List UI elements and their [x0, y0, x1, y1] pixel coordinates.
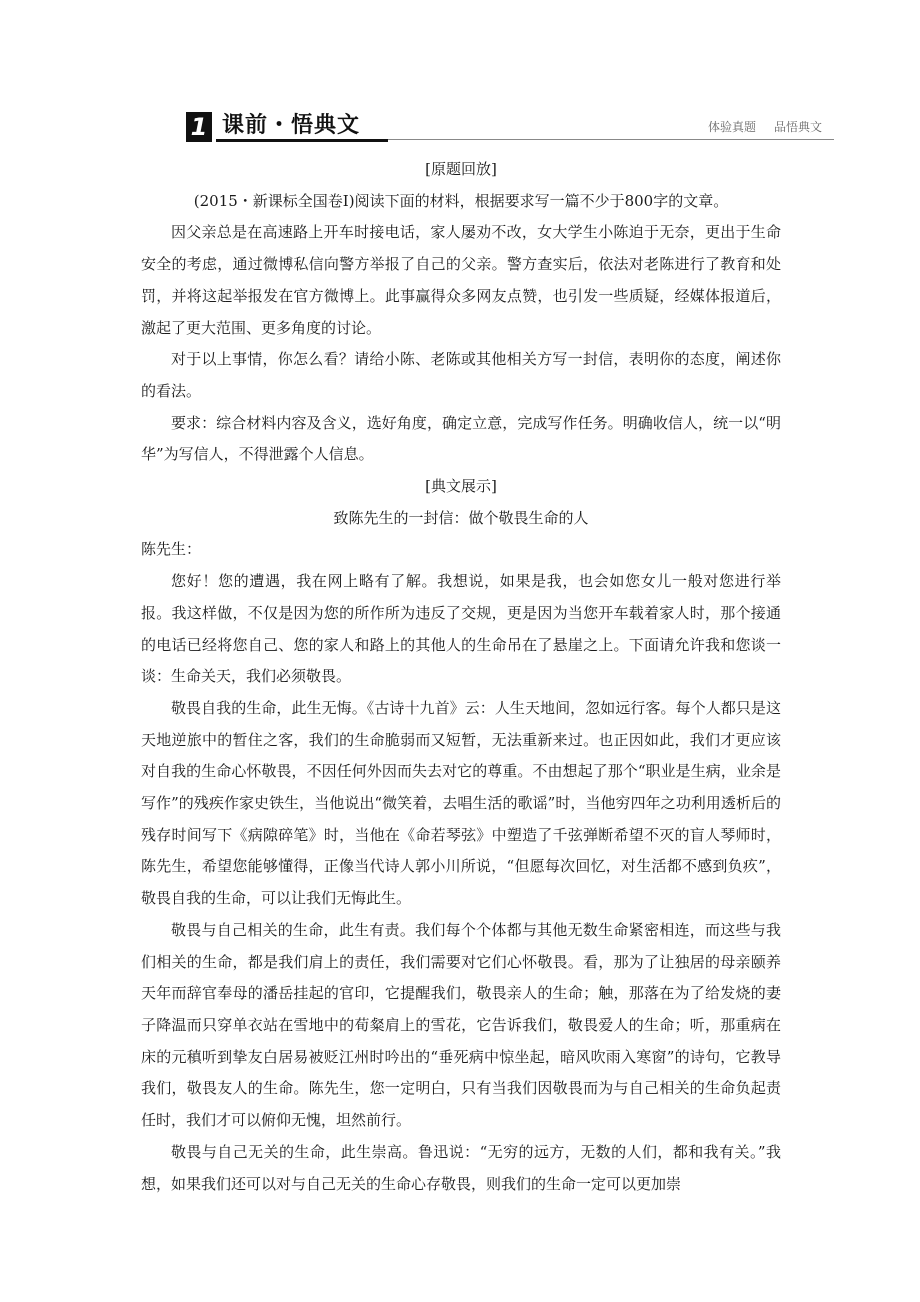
essay-heading: [典文展示] — [425, 477, 497, 496]
essay-paragraph: 敬畏与自己无关的生命，此生崇高。鲁迅说：“无穷的远方，无数的人们，都和我有关。”我想，如果我们还可以对与自己无关的生命心存敬畏，则我们的生命一定可以更加崇 — [141, 1142, 781, 1193]
original-requirement: 要求：综合材料内容及含义，选好角度，确定立意，完成写作任务。明确收信人，统一以“明华”为写信人，不得泄露个人信息。 — [141, 413, 781, 464]
original-intro: (2015・新课标全国卷Ⅰ)阅读下面的材料，根据要求写一篇不少于800字的文章。 — [193, 191, 729, 210]
header-right-labels — [708, 118, 822, 135]
original-heading: [原题回放] — [425, 160, 497, 178]
document-body — [141, 154, 781, 1200]
essay-paragraph: 敬畏自我的生命，此生无悔。《古诗十九首》云：人生天地间，忽如远行客。每个人都只是这天地逆旅中的暂住之客，我们的生命脆弱而又短暂，无法重新来过。也正因如此，我们才更应该对自我的生命心怀敬畏，不因任何外因而失去对它的尊重。不由想起了那个“职业是生病，业余是写作”的残疾作家史铁生，当他说出“微笑着，去唱生活的歌谣”时，当他穷四年之功利用透析后的残存时间写下《病隙碎笔》时，当他在《命若琴弦》中塑造了千弦弹断希望不灭的盲人琴师时，陈先生，希望您能够懂得，正像当代诗人郭小川所说，“但愿每次回忆，对生活都不感到负疚”，敬畏自我的生命，可以让我们无悔此生。 — [141, 698, 781, 908]
section-header — [186, 112, 834, 144]
section-title: 课前・悟典文 — [222, 113, 361, 138]
header-label-experience: 体验真题 — [707, 120, 756, 134]
original-material: 因父亲总是在高速路上开车时接电话，家人屡劝不改，女大学生小陈迫于无奈，更出于生命安全的考虑，通过微博私信向警方举报了自己的父亲。警方查实后，依法对老陈进行了教育和处罚，并将这起举报发在官方微博上。此事赢得众多网友点赞，也引发一些质疑，经媒体报道后，激起了更大范围、更多角度的讨论。 — [141, 223, 781, 337]
title-underline — [216, 139, 388, 142]
essay-paragraph: 敬畏与自己相关的生命，此生有责。我们每个个体都与其他无数生命紧密相连，而这些与我们相关的生命，都是我们肩上的责任，我们需要对它们心怀敬畏。看，那为了让独居的母亲颐养天年而辞官奉母的潘岳挂起的官印，它提醒我们，敬畏亲人的生命；触，那落在为了给发烧的妻子降温而只穿单衣站在雪地中的荀粲肩上的雪花，它告诉我们，敬畏爱人的生命；听，那重病在床的元稹听到挚友白居易被贬江州时吟出的“垂死病中惊坐起，暗风吹雨入寒窗”的诗句，它教导我们，敬畏友人的生命。陈先生，您一定明白，只有当我们因敬畏而为与自己相关的生命负起责任时，我们才可以俯仰无愧，坦然前行。 — [141, 920, 781, 1130]
section-number-badge: 1 — [186, 112, 212, 142]
header-rule — [388, 139, 834, 140]
original-question: 对于以上事情，你怎么看？请给小陈、老陈或其他相关方写一封信，表明你的态度，阐述你的看法。 — [141, 350, 781, 400]
essay-title: 致陈先生的一封信：做个敬畏生命的人 — [333, 508, 589, 527]
essay-paragraph: 您好！您的遭遇，我在网上略有了解。我想说，如果是我，也会如您女儿一般对您进行举报。我这样做，不仅是因为您的所作所为违反了交规，更是因为当您开车载着家人时，那个接通的电话已经将您自己、您的家人和路上的其他人的生命吊在了悬崖之上。下面请允许我和您谈一谈：生命关天，我们必须敬畏。 — [141, 572, 781, 686]
header-label-appreciate: 品悟典文 — [773, 120, 822, 134]
essay-salutation: 陈先生： — [141, 540, 202, 559]
